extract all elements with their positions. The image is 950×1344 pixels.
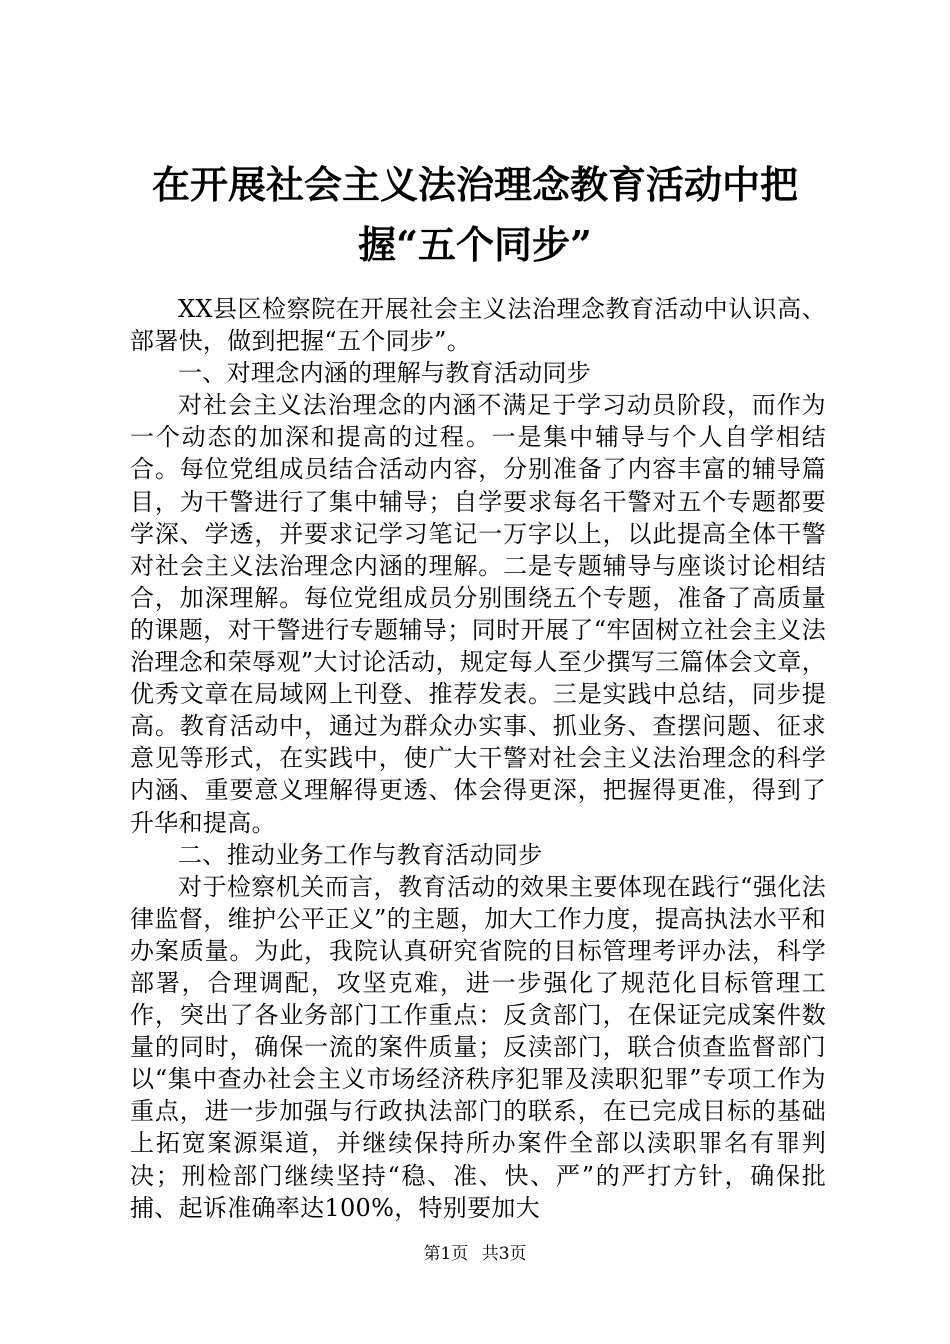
page-title: 在开展社会主义法治理念教育活动中把握“五个同步” [151, 162, 798, 267]
page-number: 第1页 [423, 1244, 469, 1264]
section-heading-1: 一、对理念内涵的理解与教育活动同步 [178, 359, 592, 388]
page-footer [0, 1243, 950, 1265]
section-heading-2: 二、推动业务工作与教育活动同步 [178, 840, 543, 869]
body-paragraph: 对于检察机关而言，教育活动的效果主要体现在践行“强化法律监督，维护公平正义”的主题，加大工作力度，提高执法水平和办案质量。为此，我院认真研究省院的目标管理考评办法，科学部署，合理调配，攻坚克难，进一步强化了规范化目标管理工作，突出了各业务部门工作重点：反贪部门，在保证完成案件数量的同时，确保一流的案件质量；反渎部门，联合侦查监督部门以“集中查办社会主义市场经济秩序犯罪及渎职犯罪”专项工作为重点，进一步加强与行政执法部门的联系，在已完成目标的基础上拓宽案源渠道，并继续保持所办案件全部以渎职罪名有罪判决；刑检部门继续坚持“稳、准、快、严”的严打方针，确保批捕、起诉准确率达100%，特别要加大 [130, 872, 826, 1222]
page-total: 共3页 [481, 1244, 527, 1264]
intro-paragraph: XX县区检察院在开展社会主义法治理念教育活动中认识高、部署快，做到把握“五个同步”。 [130, 295, 826, 356]
document-body [130, 293, 826, 1224]
body-paragraph: 对社会主义法治理念的内涵不满足于学习动员阶段，而作为一个动态的加深和提高的过程。一是集中辅导与个人自学相结合。每位党组成员结合活动内容，分别准备了内容丰富的辅导篇目，为干警进行了集中辅导；自学要求每名干警对五个专题都要学深、学透，并要求记学习笔记一万字以上，以此提高全体干警对社会主义法治理念内涵的理解。二是专题辅导与座谈讨论相结合，加深理解。每位党组成员分别围绕五个专题，准备了高质量的课题，对干警进行专题辅导；同时开展了“牢固树立社会主义法治理念和荣辱观”大讨论活动，规定每人至少撰写三篇体会文章，优秀文章在局域网上刊登、推荐发表。三是实践中总结，同步提高。教育活动中，通过为群众办实事、抓业务、查摆问题、征求意见等形式，在实践中，使广大干警对社会主义法治理念的科学内涵、重要意义理解得更透、体会得更深，把握得更准，得到了升华和提高。 [130, 391, 826, 837]
